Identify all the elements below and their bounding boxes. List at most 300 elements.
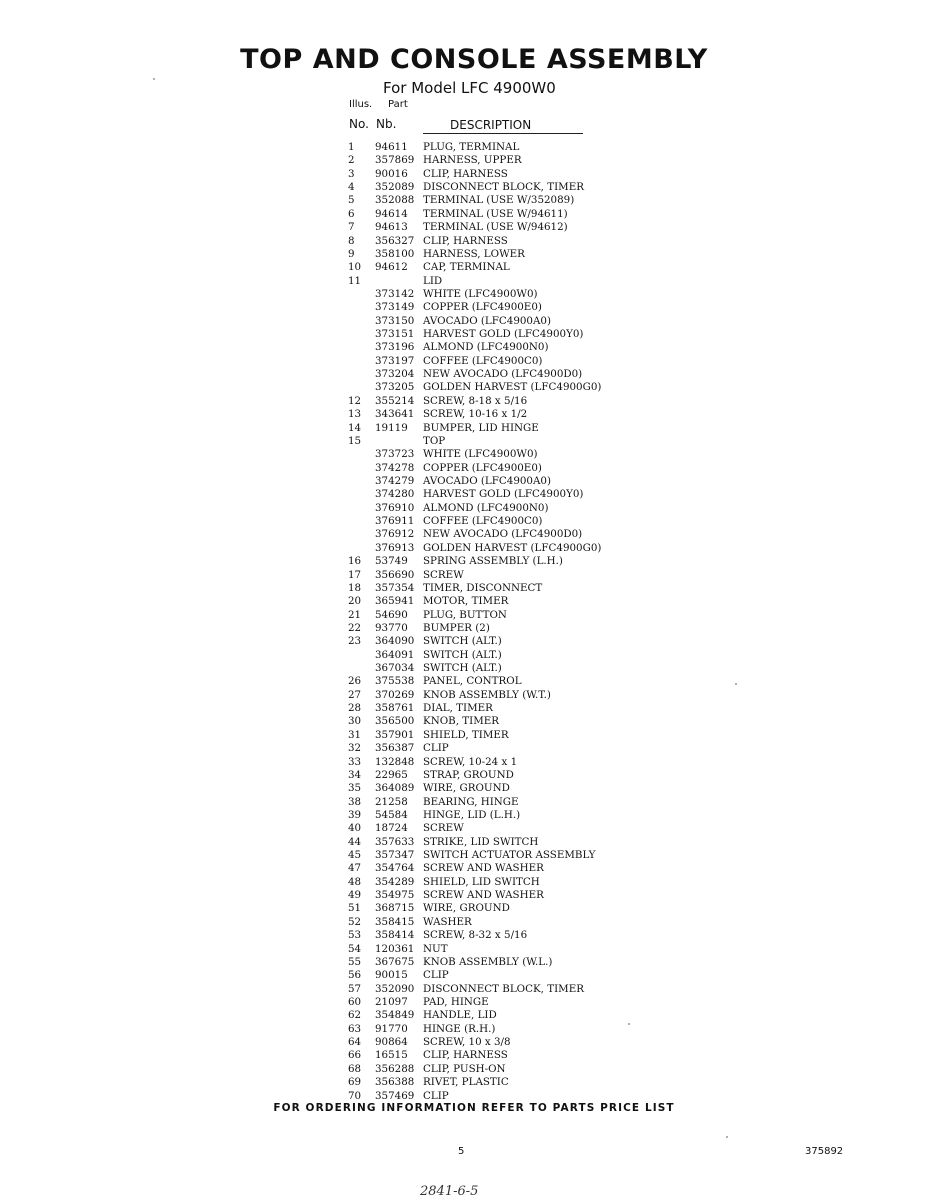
part-description: SWITCH ACTUATOR ASSEMBLY	[423, 849, 596, 862]
part-description: DISCONNECT BLOCK, TIMER	[423, 982, 584, 995]
part-description: CLIP, PUSH-ON	[423, 1062, 506, 1075]
illus-number	[348, 381, 375, 394]
illus-number: 30	[348, 715, 362, 728]
part-number: 22965	[375, 768, 408, 781]
part-row	[348, 301, 601, 314]
illus-number	[348, 315, 375, 328]
illus-number	[348, 368, 375, 381]
part-description: PLUG, BUTTON	[423, 608, 507, 621]
part-number: 21097	[375, 996, 408, 1008]
part-description: SWITCH (ALT.)	[423, 635, 502, 648]
illus-number: 9	[348, 247, 355, 260]
scan-speck	[726, 1136, 728, 1138]
part-number: 356388	[375, 1076, 415, 1089]
part-number: 21258	[375, 795, 408, 808]
page-title: TOP AND CONSOLE ASSEMBLY	[240, 44, 708, 75]
illus-number: 1	[348, 141, 355, 153]
illus-number: 18	[348, 581, 362, 594]
part-description: AVOCADO (LFC4900A0)	[423, 314, 551, 327]
part-number: 354849	[375, 1009, 415, 1022]
illus-number: 47	[348, 862, 362, 875]
part-description: SWITCH (ALT.)	[423, 662, 502, 675]
document-number: 375892	[805, 1146, 844, 1157]
part-row	[348, 221, 601, 234]
illus-number: 52	[348, 915, 362, 928]
illus-number: 70	[348, 1089, 362, 1102]
part-description: WHITE (LFC4900W0)	[423, 448, 538, 461]
part-number: 53749	[375, 555, 408, 568]
part-row	[348, 288, 601, 301]
illus-number: 69	[348, 1076, 362, 1089]
part-number: 90864	[375, 1036, 408, 1049]
illus-number: 6	[348, 207, 355, 220]
part-row	[348, 889, 601, 902]
illus-number: 48	[348, 875, 362, 888]
part-description: SCREW AND WASHER	[423, 889, 544, 902]
part-number: 94614	[375, 207, 408, 220]
part-description: WIRE, GROUND	[423, 902, 510, 915]
part-number: 18724	[375, 822, 408, 835]
part-row	[348, 1063, 601, 1076]
part-row	[348, 715, 601, 728]
part-description: SCREW, 10-24 x 1	[423, 755, 518, 768]
illus-number: 33	[348, 755, 362, 768]
part-row	[348, 355, 601, 368]
illus-number: 14	[348, 421, 362, 434]
illus-number	[348, 662, 375, 675]
part-description: SCREW, 10 x 3/8	[423, 1036, 511, 1049]
part-row	[348, 555, 601, 568]
part-description: HARNESS, UPPER	[423, 154, 522, 167]
part-description: NEW AVOCADO (LFC4900D0)	[423, 528, 583, 541]
part-number: 343641	[375, 408, 415, 421]
illus-number: 15	[348, 434, 362, 447]
part-row	[348, 368, 601, 381]
illus-number: 2	[348, 154, 355, 167]
illus-number: 38	[348, 795, 362, 808]
part-row	[348, 1036, 601, 1049]
illus-number: 32	[348, 742, 362, 755]
header-description: DESCRIPTION	[450, 118, 532, 132]
part-number: 356500	[375, 715, 415, 728]
part-description: MOTOR, TIMER	[423, 595, 509, 608]
part-row	[348, 235, 601, 248]
part-number: 376913	[375, 541, 415, 554]
part-number: 93770	[375, 621, 408, 634]
part-row	[348, 822, 601, 835]
part-description: KNOB ASSEMBLY (W.L.)	[423, 955, 553, 968]
part-row	[348, 1090, 601, 1103]
illus-number: 51	[348, 902, 362, 915]
illus-number: 66	[348, 1049, 362, 1062]
part-number: 376912	[375, 528, 415, 541]
part-number: 354764	[375, 862, 415, 875]
part-description: HARVEST GOLD (LFC4900Y0)	[423, 488, 584, 501]
header-no: No.	[349, 117, 369, 131]
part-description: SCREW	[423, 822, 464, 835]
illus-number: 5	[348, 194, 355, 207]
illus-number: 60	[348, 996, 362, 1008]
part-row	[348, 742, 601, 755]
part-description: COFFEE (LFC4900C0)	[423, 515, 543, 528]
illus-number: 49	[348, 889, 362, 902]
part-row	[348, 475, 601, 488]
part-row	[348, 462, 601, 475]
part-description: ALMOND (LFC4900N0)	[423, 501, 549, 514]
part-number: 90015	[375, 969, 408, 982]
part-row	[348, 996, 601, 1009]
part-description: STRIKE, LID SWITCH	[423, 835, 539, 848]
handwritten-note: 2841-6-5	[420, 1184, 479, 1199]
illus-number	[348, 528, 375, 541]
part-row	[348, 208, 601, 221]
part-description: AVOCADO (LFC4900A0)	[423, 474, 551, 487]
part-description: SHIELD, LID SWITCH	[423, 875, 540, 888]
part-row	[348, 154, 601, 167]
part-number: 375538	[375, 675, 415, 688]
illus-number: 3	[348, 167, 355, 180]
illus-number: 54	[348, 942, 362, 955]
part-number: 356327	[375, 234, 415, 247]
illus-number: 57	[348, 982, 362, 995]
part-number: 370269	[375, 688, 415, 701]
illus-number: 17	[348, 568, 362, 581]
part-number: 373150	[375, 314, 415, 327]
part-number: 358415	[375, 915, 415, 928]
part-description: WASHER	[423, 915, 472, 928]
ordering-footer: FOR ORDERING INFORMATION REFER TO PARTS PRICE LIST	[273, 1102, 675, 1114]
part-row	[348, 395, 601, 408]
part-number: 374279	[375, 474, 415, 487]
part-number: 358414	[375, 929, 415, 942]
part-description: TOP	[423, 434, 446, 447]
illus-number: 23	[348, 635, 362, 648]
part-number: 357633	[375, 835, 415, 848]
part-row	[348, 675, 601, 688]
illus-number	[348, 462, 375, 475]
part-number: 132848	[375, 755, 415, 768]
part-number: 357901	[375, 728, 415, 741]
part-number: 373196	[375, 341, 415, 354]
header-nb: Nb.	[376, 117, 397, 131]
part-number: 120361	[375, 942, 415, 955]
part-row	[348, 542, 601, 555]
part-row	[348, 916, 601, 929]
part-description: NUT	[423, 942, 448, 955]
part-description: DISCONNECT BLOCK, TIMER	[423, 181, 584, 194]
part-description: GOLDEN HARVEST (LFC4900G0)	[423, 541, 602, 554]
part-row	[348, 315, 601, 328]
part-row	[348, 448, 601, 461]
part-description: KNOB, TIMER	[423, 715, 500, 728]
part-description: LID	[423, 274, 443, 287]
parts-list	[348, 141, 601, 1103]
part-description: SWITCH (ALT.)	[423, 648, 502, 661]
part-row	[348, 528, 601, 541]
part-row	[348, 502, 601, 515]
part-number	[375, 435, 423, 448]
part-row	[348, 261, 601, 274]
illus-number: 11	[348, 274, 362, 287]
part-description: SCREW, 8-18 x 5/16	[423, 394, 528, 407]
part-number: 358100	[375, 247, 415, 260]
scan-speck	[153, 78, 155, 80]
part-row	[348, 422, 601, 435]
illus-number: 34	[348, 768, 362, 781]
part-description: TERMINAL (USE W/352089)	[423, 194, 575, 207]
part-row	[348, 275, 601, 288]
part-number: 373204	[375, 368, 415, 381]
part-description: TIMER, DISCONNECT	[423, 581, 543, 594]
illus-number: 22	[348, 621, 362, 634]
part-description: STRAP, GROUND	[423, 768, 514, 781]
illus-number	[348, 515, 375, 528]
illus-number: 10	[348, 261, 362, 274]
part-description: PLUG, TERMINAL	[423, 141, 520, 153]
part-description: RIVET, PLASTIC	[423, 1076, 509, 1089]
part-description: PAD, HINGE	[423, 996, 489, 1008]
illus-number: 63	[348, 1022, 362, 1035]
part-row	[348, 662, 601, 675]
part-number: 356288	[375, 1062, 415, 1075]
part-row	[348, 328, 601, 341]
part-description: ALMOND (LFC4900N0)	[423, 341, 549, 354]
part-description: SCREW	[423, 568, 464, 581]
illus-number: 12	[348, 394, 362, 407]
part-number: 376911	[375, 515, 415, 528]
illus-number	[348, 475, 375, 488]
header-illus: Illus.	[349, 99, 373, 110]
part-description: CLIP, HARNESS	[423, 167, 508, 180]
illus-number	[348, 448, 375, 461]
part-description: KNOB ASSEMBLY (W.T.)	[423, 688, 551, 701]
part-description: GOLDEN HARVEST (LFC4900G0)	[423, 381, 602, 394]
illus-number	[348, 355, 375, 368]
illus-number: 44	[348, 835, 362, 848]
illus-number	[348, 488, 375, 501]
part-number: 354975	[375, 889, 415, 902]
header-rule	[423, 133, 583, 134]
part-description: CLIP, HARNESS	[423, 234, 508, 247]
illus-number: 31	[348, 728, 362, 741]
part-description: HINGE (R.H.)	[423, 1022, 496, 1035]
part-number: 94612	[375, 261, 408, 274]
part-number: 374280	[375, 488, 415, 501]
part-row	[348, 515, 601, 528]
illus-number: 35	[348, 782, 362, 795]
part-description: PANEL, CONTROL	[423, 675, 522, 688]
illus-number: 53	[348, 929, 362, 942]
part-description: HANDLE, LID	[423, 1009, 497, 1022]
part-row	[348, 756, 601, 769]
part-row	[348, 194, 601, 207]
part-row	[348, 902, 601, 915]
part-description: COPPER (LFC4900E0)	[423, 301, 542, 314]
part-description: COFFEE (LFC4900C0)	[423, 354, 543, 367]
part-row	[348, 689, 601, 702]
part-number: 357469	[375, 1089, 415, 1102]
part-row	[348, 983, 601, 996]
illus-number: 4	[348, 181, 355, 194]
part-description: CAP, TERMINAL	[423, 261, 510, 274]
part-description: SPRING ASSEMBLY (L.H.)	[423, 555, 563, 568]
part-row	[348, 622, 601, 635]
illus-number: 45	[348, 849, 362, 862]
illus-number: 55	[348, 955, 362, 968]
part-number: 373205	[375, 381, 415, 394]
part-description: DIAL, TIMER	[423, 702, 493, 715]
part-number: 352089	[375, 181, 415, 194]
part-row	[348, 408, 601, 421]
part-description: HINGE, LID (L.H.)	[423, 808, 521, 821]
model-subtitle: For Model LFC 4900W0	[383, 79, 556, 97]
part-number: 376910	[375, 501, 415, 514]
part-row	[348, 956, 601, 969]
header-part: Part	[388, 99, 408, 110]
part-row	[348, 862, 601, 875]
part-description: TERMINAL (USE W/94611)	[423, 207, 568, 220]
part-number: 54690	[375, 608, 408, 621]
part-number: 354289	[375, 875, 415, 888]
part-number: 373149	[375, 301, 415, 314]
part-row	[348, 569, 601, 582]
part-number: 365941	[375, 595, 415, 608]
part-description: TERMINAL (USE W/94612)	[423, 221, 568, 234]
part-row	[348, 609, 601, 622]
part-number: 16515	[375, 1049, 408, 1062]
part-number: 357354	[375, 581, 415, 594]
illus-number	[348, 502, 375, 515]
part-description: BEARING, HINGE	[423, 795, 519, 808]
part-row	[348, 341, 601, 354]
part-description: NEW AVOCADO (LFC4900D0)	[423, 368, 583, 381]
scan-speck	[735, 683, 737, 685]
scan-speck	[628, 1023, 630, 1025]
part-number: 373142	[375, 287, 415, 300]
page-number: 5	[458, 1146, 465, 1157]
part-number: 90016	[375, 167, 408, 180]
illus-number: 40	[348, 822, 362, 835]
part-row	[348, 582, 601, 595]
part-number: 358761	[375, 702, 415, 715]
part-number: 94611	[375, 141, 408, 153]
part-description: CLIP	[423, 742, 449, 755]
illus-number: 28	[348, 702, 362, 715]
part-description: WHITE (LFC4900W0)	[423, 287, 538, 300]
part-row	[348, 943, 601, 956]
illus-number: 16	[348, 555, 362, 568]
part-number: 357347	[375, 849, 415, 862]
part-description: SCREW, 10-16 x 1/2	[423, 408, 528, 421]
part-row	[348, 969, 601, 982]
part-row	[348, 248, 601, 261]
part-number: 367675	[375, 955, 415, 968]
part-description: CLIP	[423, 1089, 449, 1102]
part-row	[348, 702, 601, 715]
part-number: 355214	[375, 394, 415, 407]
illus-number	[348, 341, 375, 354]
part-number: 352088	[375, 194, 415, 207]
part-number: 352090	[375, 982, 415, 995]
illus-number: 68	[348, 1062, 362, 1075]
part-number: 364090	[375, 635, 415, 648]
part-number: 91770	[375, 1022, 408, 1035]
illus-number: 21	[348, 608, 362, 621]
part-row	[348, 836, 601, 849]
illus-number: 62	[348, 1009, 362, 1022]
part-row	[348, 809, 601, 822]
part-row	[348, 181, 601, 194]
part-row	[348, 1076, 601, 1089]
illus-number	[348, 328, 375, 341]
part-number: 373723	[375, 448, 415, 461]
illus-number: 56	[348, 969, 362, 982]
part-row	[348, 141, 601, 154]
part-number: 364091	[375, 648, 415, 661]
part-number: 356690	[375, 568, 415, 581]
part-number: 356387	[375, 742, 415, 755]
part-number: 54584	[375, 808, 408, 821]
part-row	[348, 595, 601, 608]
part-row	[348, 168, 601, 181]
illus-number: 8	[348, 234, 355, 247]
part-description: SCREW, 8-32 x 5/16	[423, 929, 528, 942]
illus-number: 27	[348, 688, 362, 701]
part-row	[348, 488, 601, 501]
part-description: BUMPER (2)	[423, 621, 490, 634]
part-number	[375, 275, 423, 288]
part-row	[348, 796, 601, 809]
part-description: SHIELD, TIMER	[423, 728, 509, 741]
illus-number	[348, 649, 375, 662]
part-row	[348, 876, 601, 889]
part-number: 374278	[375, 461, 415, 474]
part-description: WIRE, GROUND	[423, 782, 510, 795]
illus-number	[348, 288, 375, 301]
part-number: 19119	[375, 421, 408, 434]
part-description: HARVEST GOLD (LFC4900Y0)	[423, 328, 584, 341]
part-description: CLIP, HARNESS	[423, 1049, 508, 1062]
part-row	[348, 635, 601, 648]
part-row	[348, 769, 601, 782]
part-number: 94613	[375, 221, 408, 234]
part-number: 373197	[375, 354, 415, 367]
part-row	[348, 1009, 601, 1022]
illus-number: 26	[348, 675, 362, 688]
illus-number	[348, 301, 375, 314]
illus-number: 64	[348, 1036, 362, 1049]
illus-number: 13	[348, 408, 362, 421]
part-row	[348, 849, 601, 862]
part-description: HARNESS, LOWER	[423, 247, 525, 260]
part-row	[348, 729, 601, 742]
part-description: SCREW AND WASHER	[423, 862, 544, 875]
illus-number	[348, 542, 375, 555]
illus-number: 39	[348, 808, 362, 821]
part-number: 364089	[375, 782, 415, 795]
part-row	[348, 649, 601, 662]
part-number: 357869	[375, 154, 415, 167]
part-description: BUMPER, LID HINGE	[423, 421, 539, 434]
part-row	[348, 782, 601, 795]
part-number: 367034	[375, 662, 415, 675]
part-row	[348, 381, 601, 394]
part-row	[348, 1023, 601, 1036]
part-number: 373151	[375, 328, 415, 341]
part-row	[348, 1049, 601, 1062]
part-description: CLIP	[423, 969, 449, 982]
part-row	[348, 435, 601, 448]
